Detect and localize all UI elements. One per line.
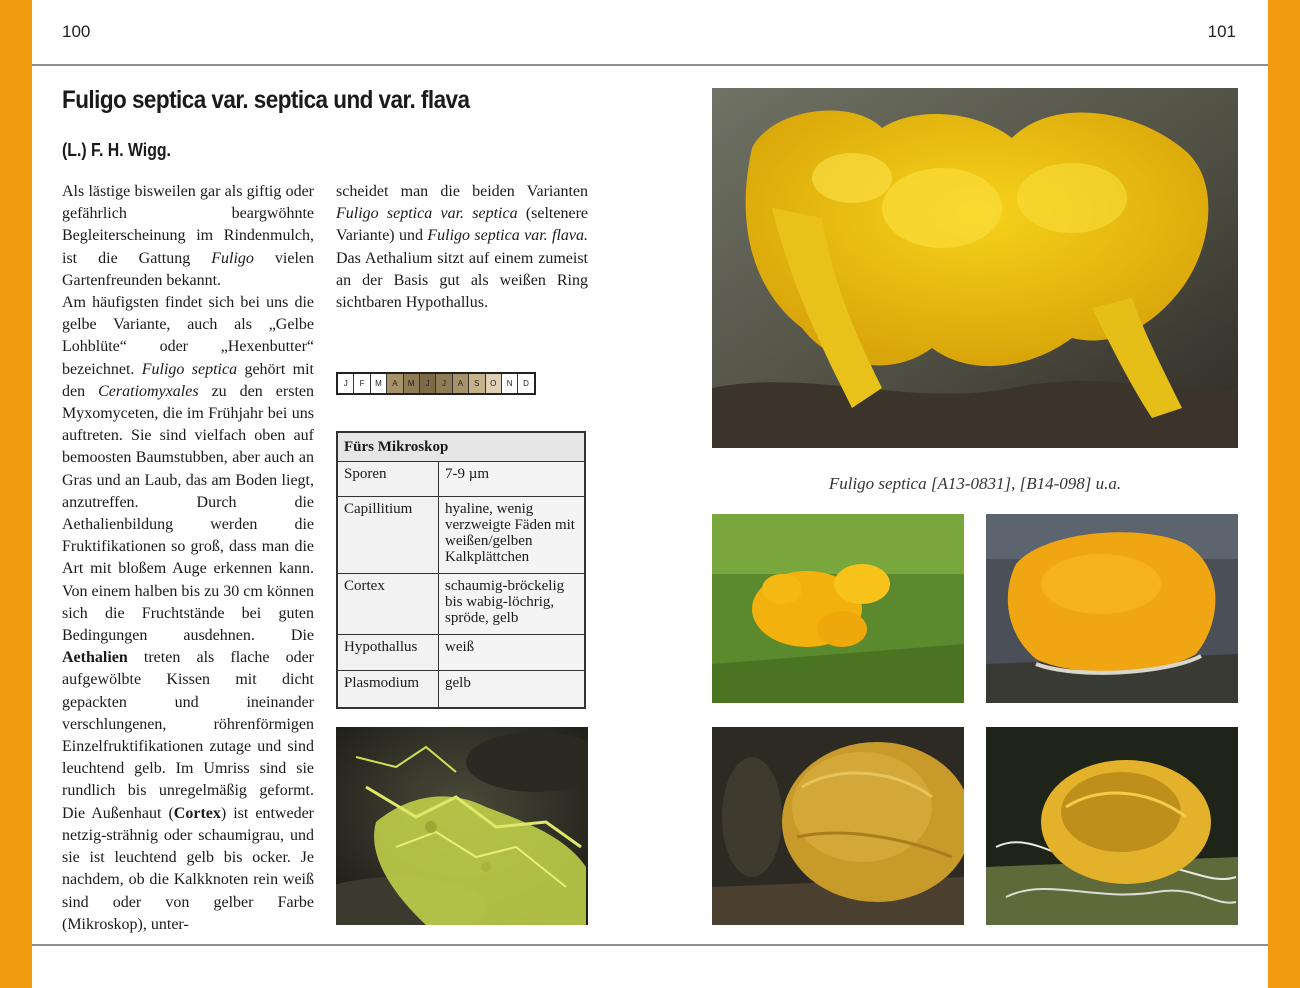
microscopy-table bbox=[336, 431, 586, 709]
month-cell: F bbox=[354, 374, 370, 393]
table-cell-value: gelb bbox=[439, 671, 586, 709]
species-authority: (L.) F. H. Wigg. bbox=[62, 140, 171, 160]
month-cell: M bbox=[371, 374, 387, 393]
photo-fuligo-in-moss bbox=[712, 514, 964, 703]
table-row bbox=[337, 635, 585, 671]
microscopy-table-header: Fürs Mikroskop bbox=[337, 432, 585, 462]
body-text-1: Als lästige bisweilen gar als giftig oder gefährlich beargwöhnte Begleiterscheinung im Rindenmulch, ist die Gattung Fuligo vielen Gartenfreunden bekannt. Am häufigsten findet sich bei uns die gelbe Variante, auch als „Gelbe Lohblüte“ oder „Hexenbutter“ bezeichnet. Fuligo septica gehört mit den Ceratiomyxales zu den ersten Myxomyceten, die im Frühjahr bei uns auftreten. Sie sind vielfach oben auf bemoosten Baumstubben, aber auch an Gras und an Laub, das am Boden liegt, anzutreffen. Durch die Aethalienbildung werden die Fruktifikationen so groß, dass man die Art mit bloßem Auge erkennen kann. Von einem halben bis zu 30 cm können sich die Fruchtstände bei guten Bedingungen ausdehnen. Die Aethalien treten als flache oder aufgewölbte Kissen mit dicht gepackten und ineinander verschlungenen, röhrenförmigen Einzelfruktifikationen zutage und sind leuchtend gelb. Im Umriss sind sie rundlich bis unregelmäßig geformt. Die Außenhaut (Cortex) ist entweder netzig-strähnig oder schaumigrau, und sie ist leuchtend gelb bis ocker. Je nachdem, ob die Kalkknoten rein weiß sind oder von gelber Farbe (Mikroskop), unter- bbox=[62, 183, 315, 933]
month-cell: A bbox=[453, 374, 469, 393]
photo-plasmodium-on-stump bbox=[336, 727, 588, 925]
table-cell-value: schaumig-bröckelig bis wabig-löchrig, spröde, gelb bbox=[439, 574, 586, 635]
table-row bbox=[337, 497, 585, 574]
table-cell-label: Cortex bbox=[337, 574, 439, 635]
table-row bbox=[337, 671, 585, 709]
table-row bbox=[337, 462, 585, 497]
month-cell: N bbox=[502, 374, 518, 393]
page-number-right: 101 bbox=[1207, 22, 1236, 41]
header-rule bbox=[32, 64, 1268, 66]
month-cell: S bbox=[469, 374, 485, 393]
body-text-column-1 bbox=[62, 181, 314, 936]
table-cell-label: Hypothallus bbox=[337, 635, 439, 671]
photo-fuligo-mature-aethalium bbox=[712, 727, 964, 925]
left-page-edge-band bbox=[0, 0, 32, 988]
page-number-left: 100 bbox=[62, 22, 91, 41]
month-cell: J bbox=[436, 374, 452, 393]
month-cell: J bbox=[338, 374, 354, 393]
table-row bbox=[337, 574, 585, 635]
month-cell: M bbox=[404, 374, 420, 393]
right-page-edge-band bbox=[1268, 0, 1300, 988]
footer-rule bbox=[32, 944, 1268, 946]
photo-caption: Fuligo septica [A13-0831], [B14-098] u.a. bbox=[828, 474, 1122, 493]
photo-fuligo-netted-cortex bbox=[986, 727, 1238, 925]
body-text-2: scheidet man die beiden Varianten Fuligo septica var. septica (seltenere Variante) und Fuligo septica var. flava. Das Aethalium sitzt auf einem zumeist an der Basis gut als weißen Ring sichtbaren Hypothallus. bbox=[336, 183, 589, 312]
month-cell: D bbox=[518, 374, 533, 393]
phenology-month-bar bbox=[336, 372, 536, 395]
month-cell: O bbox=[486, 374, 502, 393]
photo-fuligo-cushion-on-wood bbox=[986, 514, 1238, 703]
table-cell-label: Capillitium bbox=[337, 497, 439, 574]
table-cell-value: weiß bbox=[439, 635, 586, 671]
month-cell: A bbox=[387, 374, 403, 393]
table-cell-label: Sporen bbox=[337, 462, 439, 497]
table-cell-label: Plasmodium bbox=[337, 671, 439, 709]
month-cell: J bbox=[420, 374, 436, 393]
photo-fuligo-main bbox=[712, 88, 1238, 448]
species-title: Fuligo septica var. septica und var. flava bbox=[62, 86, 470, 114]
table-cell-value: 7-9 µm bbox=[439, 462, 586, 497]
table-cell-value: hyaline, wenig verzweigte Fäden mit weißen/gelben Kalkplättchen bbox=[439, 497, 586, 574]
body-text-column-2 bbox=[336, 181, 588, 314]
